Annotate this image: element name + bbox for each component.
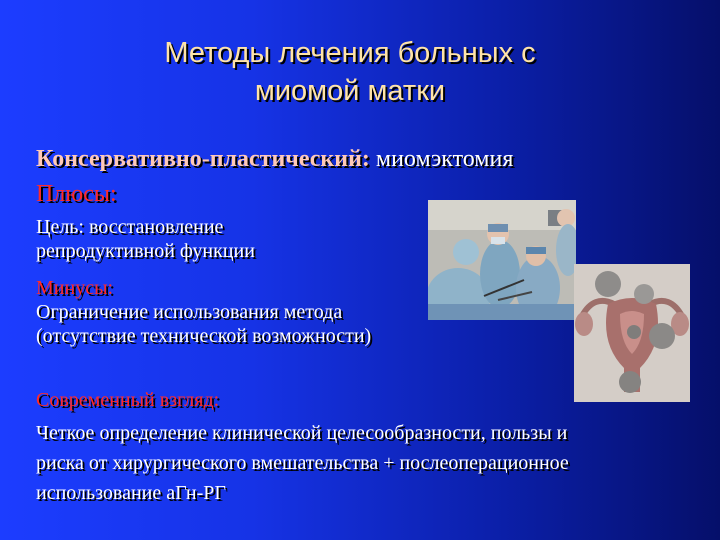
modern-line-2: риска от хирургического вмешательства + послеоперационное	[36, 452, 569, 474]
modern-line-1: Четкое определение клинической целесообразности, пользы и	[36, 422, 568, 444]
cons-text	[36, 300, 371, 348]
slide-title	[80, 34, 620, 110]
slide-title-line-2: миомой матки	[254, 75, 446, 107]
modern-text	[36, 418, 569, 508]
uterus-illustration-graphic	[574, 264, 690, 402]
slide-title-line-1: Методы лечения больных с	[164, 37, 536, 69]
pros-goal-line-2: репродуктивной функции	[36, 240, 255, 262]
pros-goal-line-1: Цель: восстановление	[36, 216, 224, 238]
surgeons-photo-graphic	[428, 200, 576, 320]
pros-goal	[36, 215, 255, 263]
modern-label: Современный взгляд:	[36, 389, 220, 411]
pros-label: Плюсы:	[36, 181, 117, 207]
method-value: миомэктомия	[369, 146, 514, 172]
cons-line-1: Ограничение использования метода	[36, 301, 343, 323]
uterus-fibroids-illustration	[574, 264, 690, 402]
modern-line-3: использование аГн-РГ	[36, 482, 226, 504]
method-line	[36, 145, 513, 173]
surgeons-operating-photo	[428, 200, 576, 320]
cons-line-2: (отсутствие технической возможности)	[36, 325, 372, 347]
cons-label: Минусы:	[36, 277, 114, 299]
method-label: Консервативно-пластический:	[36, 146, 370, 172]
